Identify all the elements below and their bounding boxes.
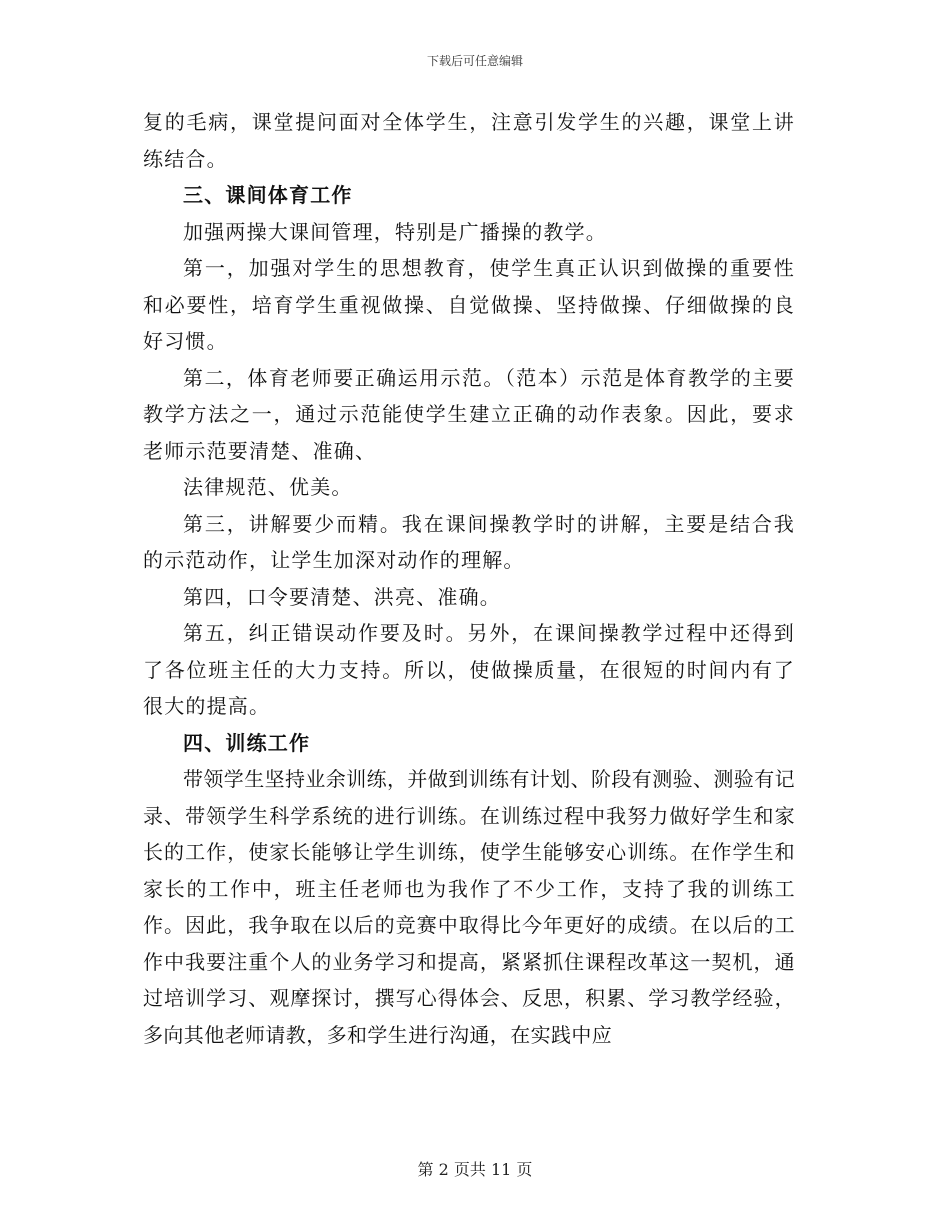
paragraph-continuation: 复的毛病，课堂提问面对全体学生，注意引发学生的兴趣，课堂上讲练结合。 bbox=[143, 110, 795, 171]
section-heading-3: 三、课间体育工作 bbox=[183, 183, 353, 207]
paragraph: 第四，口令要清楚、洪亮、准确。 bbox=[183, 584, 501, 609]
page-header: 下载后可任意编辑 bbox=[426, 54, 523, 68]
paragraph: 加强两操大课间管理，特别是广播操的教学。 bbox=[183, 219, 607, 244]
paragraph: 带领学生坚持业余训练，并做到训练有计划、阶段有测验、测验有记录、带领学生科学系统的进行训练。在训练过程中我努力做好学生和家长的工作，使家长能够让学生训练，使学生能够安心训练。在作学生和家长的工作中，班主任老师也为我作了不少工作，支持了我的训练工作。因此，我争取在以后的竞赛中取得比今年更好的成绩。在以后的工作中我要注重个人的业务学习和提高，紧紧抓住课程改革这一契机，通过培训学习、观摩探讨，撰写心得体会、反思，积累、学习教学经验，多向其他老师请教，多和学生进行沟通，在实践中应 bbox=[143, 767, 795, 1047]
paragraph: 第一，加强对学生的思想教育，使学生真正认识到做操的重要性和必要性，培育学生重视做操、自觉做操、坚持做操、仔细做操的良好习惯。 bbox=[143, 256, 795, 353]
section-heading-4: 四、训练工作 bbox=[183, 730, 311, 755]
page-number: 第 2 页共 11 页 bbox=[417, 1160, 533, 1179]
paragraph: 第五，纠正错误动作要及时。另外，在课间操教学过程中还得到了各位班主任的大力支持。所以，使做操质量，在很短的时间内有了很大的提高。 bbox=[143, 621, 795, 718]
paragraph: 第三，讲解要少而精。我在课间操教学时的讲解，主要是结合我的示范动作，让学生加深对动作的理解。 bbox=[143, 511, 795, 572]
document-body bbox=[143, 104, 795, 1053]
paragraph: 法律规范、优美。 bbox=[183, 475, 353, 499]
paragraph: 第二，体育老师要正确运用示范。（范本）示范是体育教学的主要教学方法之一，通过示范能使学生建立正确的动作表象。因此，要求老师示范要清楚、准确、 bbox=[143, 365, 795, 463]
